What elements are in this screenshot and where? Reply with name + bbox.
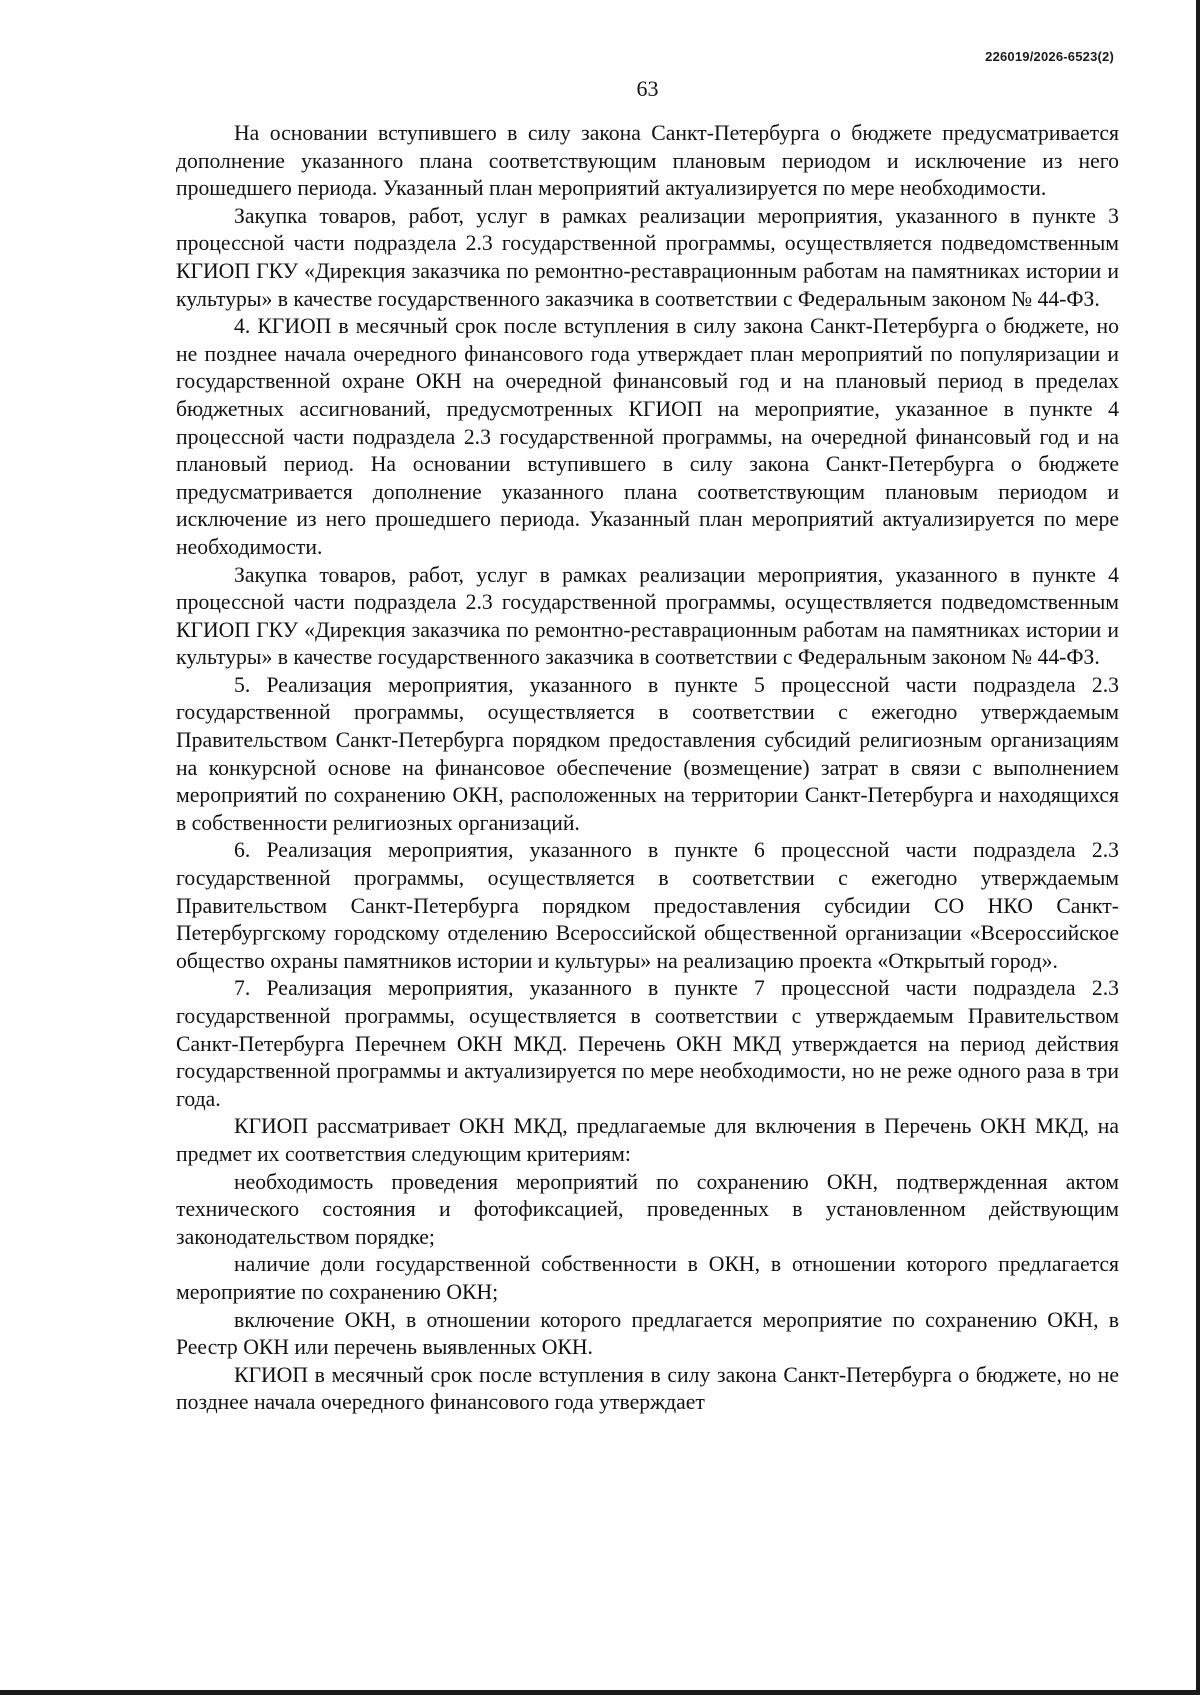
paragraph: На основании вступившего в силу закона Санкт-Петербурга о бюджете предусматривается дополнение указанного плана соответствующим плановым периодом и исключение из него прошедшего периода. Указанный план мероприятий актуализируется по мере необходимости. [176, 121, 1119, 201]
paragraph: КГИОП рассматривает ОКН МКД, предлагаемые для включения в Перечень ОКН МКД, на предмет их соответствия следующим критериям: [176, 1114, 1119, 1166]
paragraph: 6. Реализация мероприятия, указанного в пункте 6 процессной части подраздела 2.3 государственной программы, осуществляется в соответствии с ежегодно утверждаемым Правительством Санкт-Петербурга порядком предоставления субсидии СО НКО Санкт-Петербургскому городскому отделению Всероссийской общественной организации «Всероссийское общество охраны памятников истории и культуры» на реализацию проекта «Открытый город». [176, 838, 1119, 973]
scan-edge-bottom [0, 1690, 1200, 1695]
scan-edge-right [1196, 0, 1200, 1695]
paragraph: КГИОП в месячный срок после вступления в силу закона Санкт-Петербурга о бюджете, но не позднее начала очередного финансового года утверждает [176, 1362, 1119, 1415]
paragraph: Закупка товаров, работ, услуг в рамках реализации мероприятия, указанного в пункте 3 процессной части подраздела 2.3 государственной программы, осуществляется подведомственным КГИОП ГКУ «Дирекция заказчика по ремонтно-реставрационным работам на памятниках истории и культуры» в качестве государственного заказчика в соответствии с Федеральным законом № 44-ФЗ. [176, 203, 1119, 311]
paragraph: необходимость проведения мероприятий по сохранению ОКН, подтвержденная актом технического состояния и фотофиксацией, проведенных в установленном действующим законодательством порядке; [176, 1169, 1119, 1249]
paragraph: наличие доли государственной собственности в ОКН, в отношении которого предлагается мероприятие по сохранению ОКН; [176, 1252, 1119, 1304]
paragraph: 4. КГИОП в месячный срок после вступления в силу закона Санкт-Петербурга о бюджете, но не позднее начала очередного финансового года утверждает план мероприятий по популяризации и государственной охране ОКН на очередной финансовый год и на плановый период в пределах бюджетных ассигнований, предусмотренных КГИОП на мероприятие, указанное в пункте 4 процессной части подраздела 2.3 государственной программы, на очередной финансовый год и на плановый период. На основании вступившего в силу закона Санкт-Петербурга о бюджете предусматривается дополнение указанного плана соответствующим плановым периодом и исключение из него прошедшего периода. Указанный план мероприятий актуализируется по мере необходимости. [176, 314, 1119, 559]
paragraph: 5. Реализация мероприятия, указанного в пункте 5 процессной части подраздела 2.3 государственной программы, осуществляется в соответствии с ежегодно утверждаемым Правительством Санкт-Петербурга порядком предоставления субсидий религиозным организациям на конкурсной основе на финансовое обеспечение (возмещение) затрат в связи с выполнением мероприятий по сохранению ОКН, расположенных на территории Санкт-Петербурга и находящихся в собственности религиозных организаций. [176, 672, 1119, 835]
document-body [176, 120, 1119, 1417]
paragraph: Закупка товаров, работ, услуг в рамках реализации мероприятия, указанного в пункте 4 процессной части подраздела 2.3 государственной программы, осуществляется подведомственным КГИОП ГКУ «Дирекция заказчика по ремонтно-реставрационным работам на памятниках истории и культуры» в качестве государственного заказчика в соответствии с Федеральным законом № 44-ФЗ. [176, 562, 1119, 670]
document-registration-number: 226019/2026-6523(2) [985, 49, 1114, 64]
paragraph: включение ОКН, в отношении которого предлагается мероприятие по сохранению ОКН, в Реестр ОКН или перечень выявленных ОКН. [176, 1307, 1119, 1360]
paragraph: 7. Реализация мероприятия, указанного в пункте 7 процессной части подраздела 2.3 государственной программы, осуществляется в соответствии с утверждаемым Правительством Санкт-Петербурга Перечнем ОКН МКД. Перечень ОКН МКД утверждается на период действия государственной программы и актуализируется по мере необходимости, но не реже одного раза в три года. [176, 976, 1119, 1111]
page-number: 63 [636, 76, 659, 101]
